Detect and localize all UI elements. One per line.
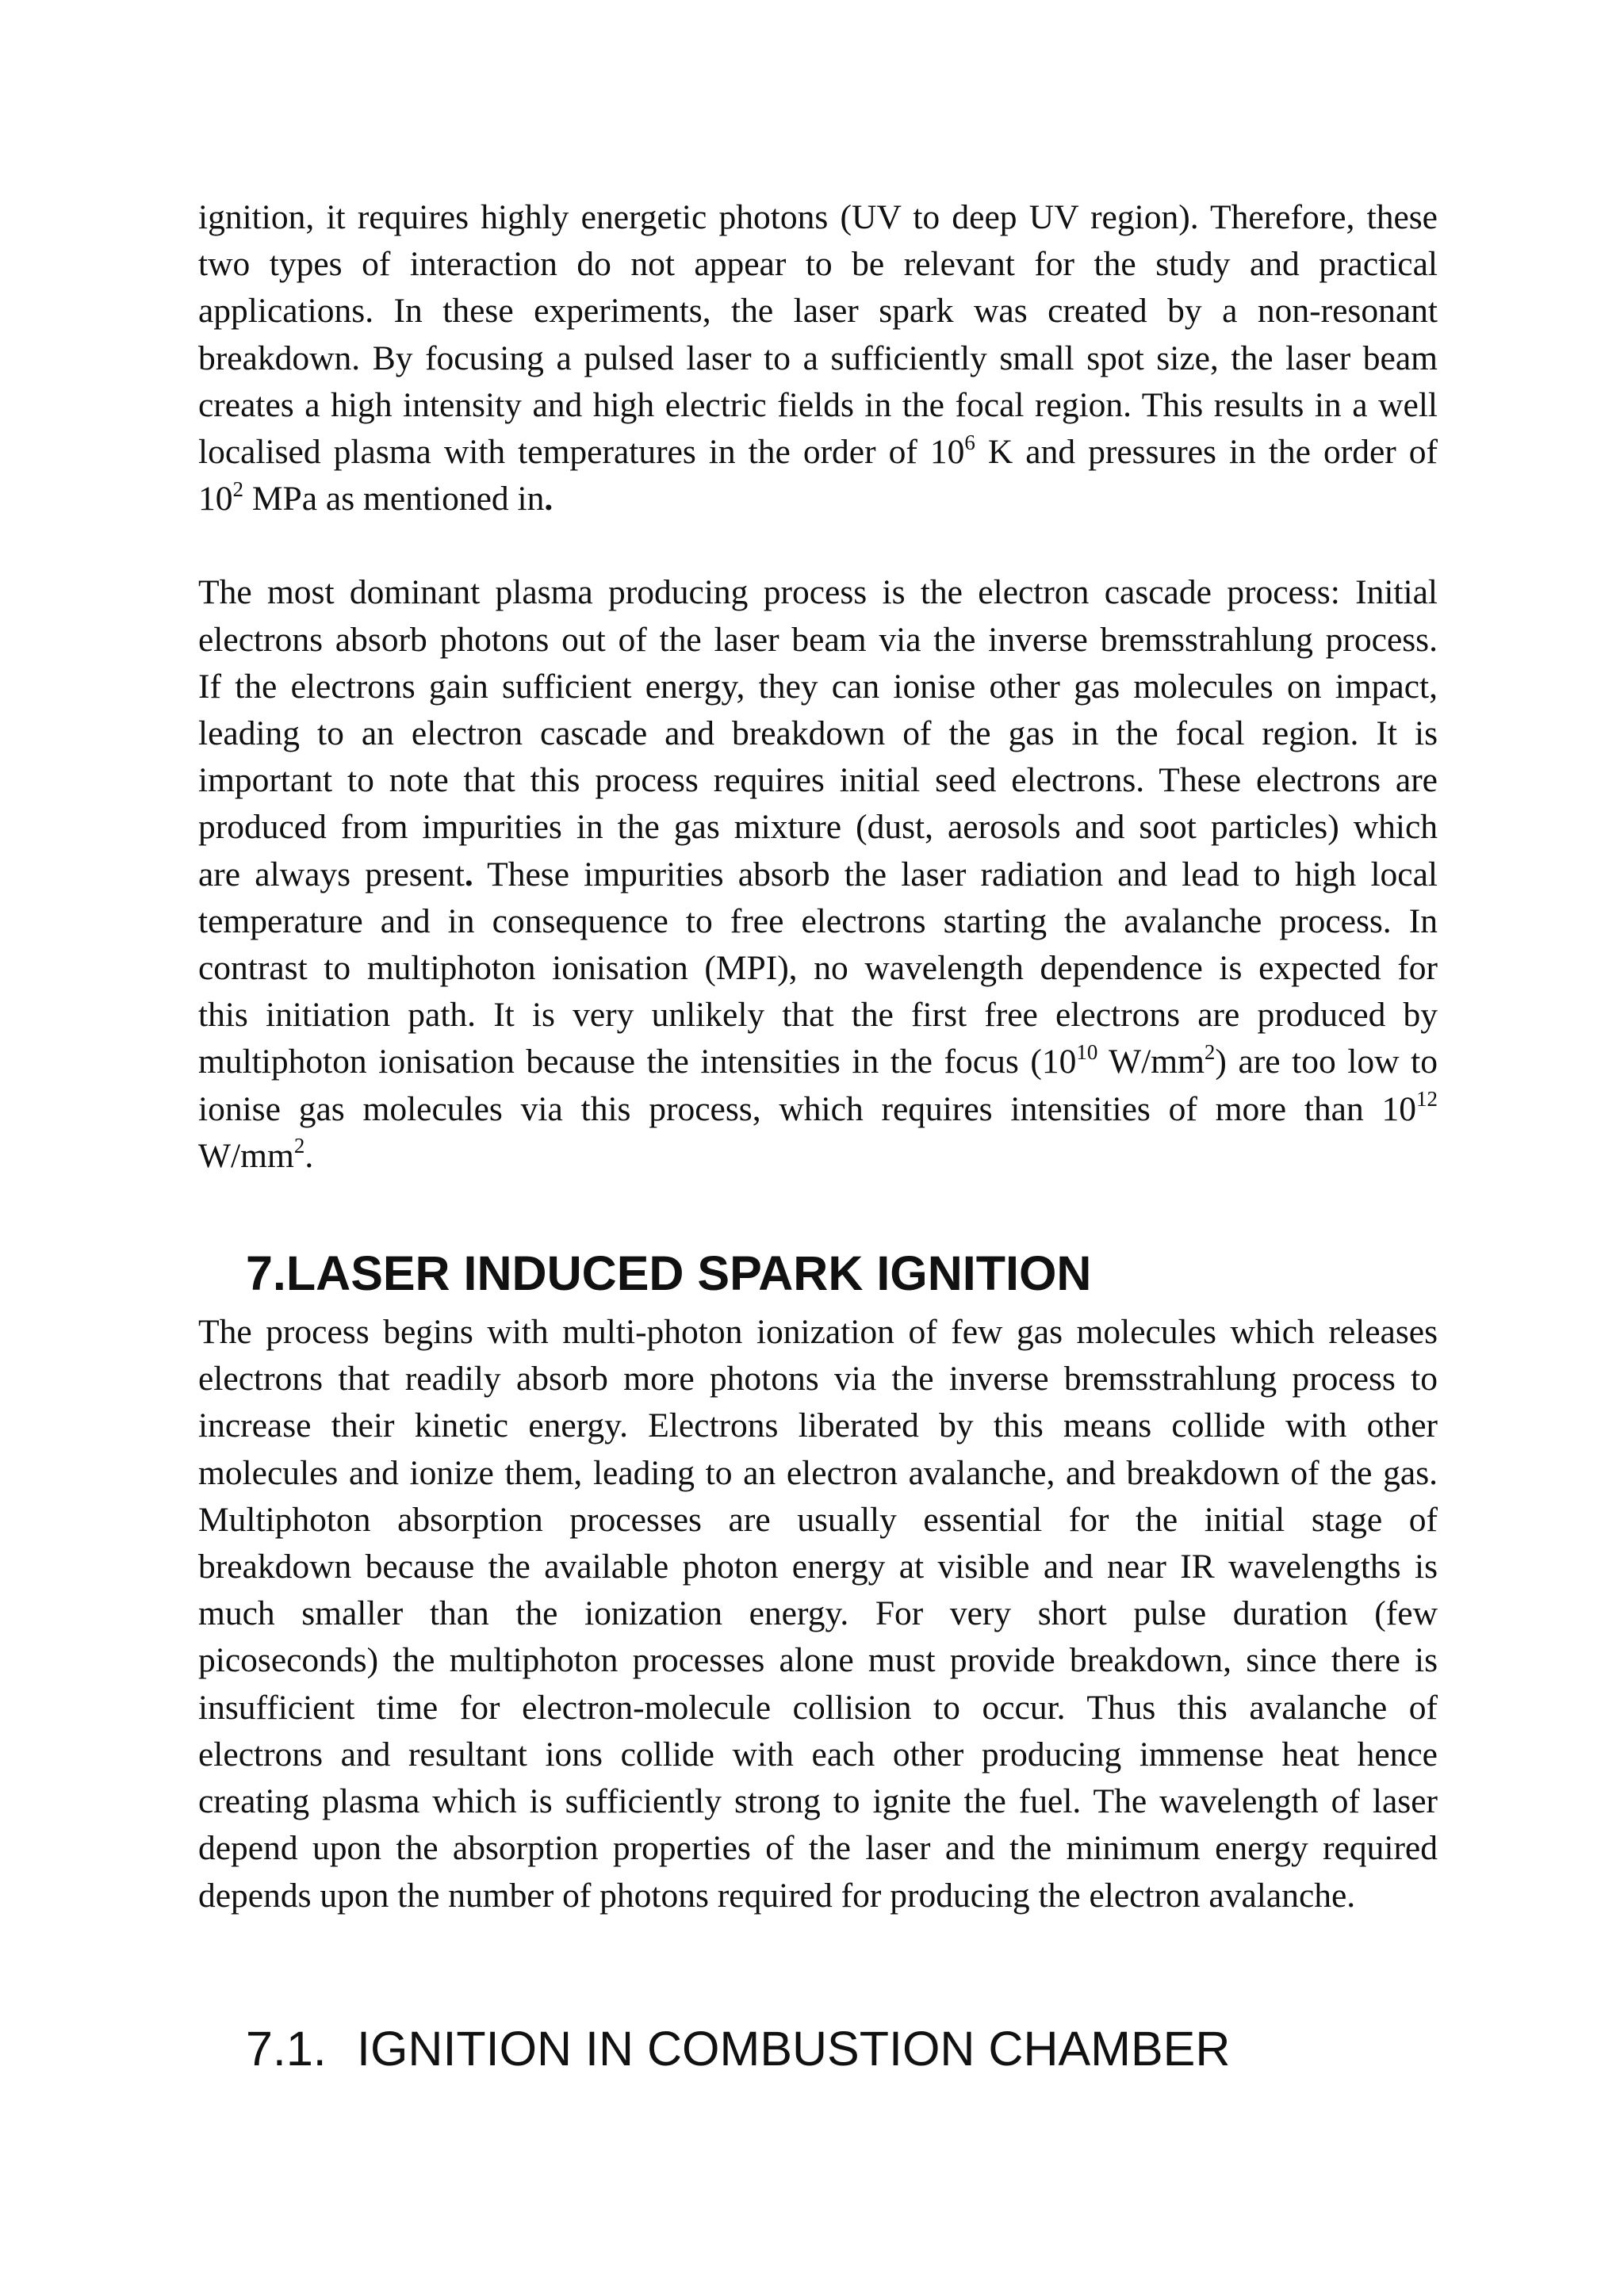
text-segment: localised plasma with temperatures in the order of 10 xyxy=(198,433,965,472)
text-line: contrast to multiphoton ionisation (MPI), no wavelength dependence is expected for xyxy=(198,949,1438,988)
superscript: 10 xyxy=(1076,1039,1098,1064)
text-line: breakdown because the available photon energy at visible and near IR wavelengths is xyxy=(198,1548,1438,1586)
text-segment: K and pressures in the order of xyxy=(975,433,1438,472)
text-line: The most dominant plasma producing process is the electron cascade process: Initial xyxy=(198,573,1438,612)
text-line: molecules and ionize them, leading to an electron avalanche, and breakdown of the gas. xyxy=(198,1453,1438,1492)
text-line xyxy=(198,1133,1438,1180)
text-line xyxy=(198,1039,1438,1085)
text-line: much smaller than the ionization energy. For very short pulse duration (few xyxy=(198,1594,1438,1633)
superscript: 2 xyxy=(1204,1039,1216,1064)
text-line: Multiphoton absorption processes are usually essential for the initial stage of xyxy=(198,1500,1438,1539)
superscript: 2 xyxy=(293,1134,305,1158)
text-line: applications. In these experiments, the laser spark was created by a non-resonant xyxy=(198,292,1438,331)
text-line: temperature and in consequence to free electrons starting the avalanche process. In xyxy=(198,901,1438,940)
text-segment: W/mm xyxy=(198,1136,294,1175)
text-line: electrons that readily absorb more photons via the inverse bremsstrahlung process to xyxy=(198,1360,1438,1399)
section-number: 7. xyxy=(246,1246,286,1301)
text-line: produced from impurities in the gas mixture (dust, aerosols and soot particles) which xyxy=(198,808,1438,847)
text-line: The process begins with multi-photon ionization of few gas molecules which releases xyxy=(198,1313,1438,1352)
text-line: increase their kinetic energy. Electrons liberated by this means collide with other xyxy=(198,1406,1438,1445)
text-line: insufficient time for electron-molecule collision to occur. Thus this avalanche of xyxy=(198,1688,1438,1727)
text-line: electrons absorb photons out of the laser beam via the inverse bremsstrahlung process. xyxy=(198,620,1438,659)
section-heading-7-1 xyxy=(198,2013,1438,2084)
text-segment: W/mm xyxy=(1097,1043,1205,1081)
bold-period: . xyxy=(464,855,473,894)
document-page xyxy=(198,194,1438,2084)
superscript: 6 xyxy=(964,430,975,454)
text-segment: 10 xyxy=(198,480,233,519)
text-line: depends upon the number of photons required for producing the electron avalanche. xyxy=(198,1876,1356,1915)
text-line: picoseconds) the multiphoton processes alone must provide breakdown, since there is xyxy=(198,1641,1438,1680)
text-line: important to note that this process requires initial seed electrons. These electrons are xyxy=(198,761,1438,800)
paragraph-gap xyxy=(198,522,1438,569)
section-title: LASER INDUCED SPARK IGNITION xyxy=(285,1246,1092,1301)
text-line: creating plasma which is sufficiently strong to ignite the fuel. The wavelength of laser xyxy=(198,1782,1438,1821)
paragraph-3 xyxy=(198,1309,1438,1919)
superscript: 2 xyxy=(232,476,243,501)
text-line xyxy=(198,1086,1438,1133)
text-segment: ) are too low to xyxy=(1215,1043,1438,1081)
section-title: IGNITION IN COMBUSTION CHAMBER xyxy=(357,2021,1231,2076)
text-line xyxy=(198,851,1438,898)
text-segment: MPa as mentioned in xyxy=(243,480,545,519)
text-line: ignition, it requires highly energetic photons (UV to deep UV region). Therefore, these xyxy=(198,198,1438,236)
text-line: depend upon the absorption properties of the laser and the minimum energy required xyxy=(198,1829,1438,1868)
text-line: If the electrons gain sufficient energy, they can ionise other gas molecules on impact, xyxy=(198,667,1438,706)
text-segment: multiphoton ionisation because the intensities in the focus (10 xyxy=(198,1043,1077,1081)
text-segment: are always present xyxy=(198,855,465,894)
section-heading-7 xyxy=(198,1238,1438,1309)
section-number: 7.1. xyxy=(246,2021,327,2076)
text-segment: ionise gas molecules via this process, which requires intensities of more than 10 xyxy=(198,1089,1417,1128)
text-segment: . xyxy=(304,1136,314,1175)
text-line: electrons and resultant ions collide with each other producing immense heat hence xyxy=(198,1735,1438,1774)
text-line xyxy=(198,429,1438,476)
text-line: this initiation path. It is very unlikely that the first free electrons are produced by xyxy=(198,996,1438,1035)
text-line: breakdown. By focusing a pulsed laser to a sufficiently small spot size, the laser beam xyxy=(198,339,1438,377)
superscript: 12 xyxy=(1416,1087,1438,1112)
text-line: leading to an electron cascade and breakdown of the gas in the focal region. It is xyxy=(198,714,1438,753)
paragraph-2 xyxy=(198,569,1438,1180)
paragraph-1 xyxy=(198,194,1438,522)
bold-period: . xyxy=(544,480,553,519)
text-line xyxy=(198,476,1438,522)
text-segment: These impurities absorb the laser radiation and lead to high local xyxy=(473,855,1438,894)
text-line: two types of interaction do not appear to be relevant for the study and practical xyxy=(198,245,1438,284)
text-line: creates a high intensity and high electric fields in the focal region. This results in a well xyxy=(198,385,1438,424)
